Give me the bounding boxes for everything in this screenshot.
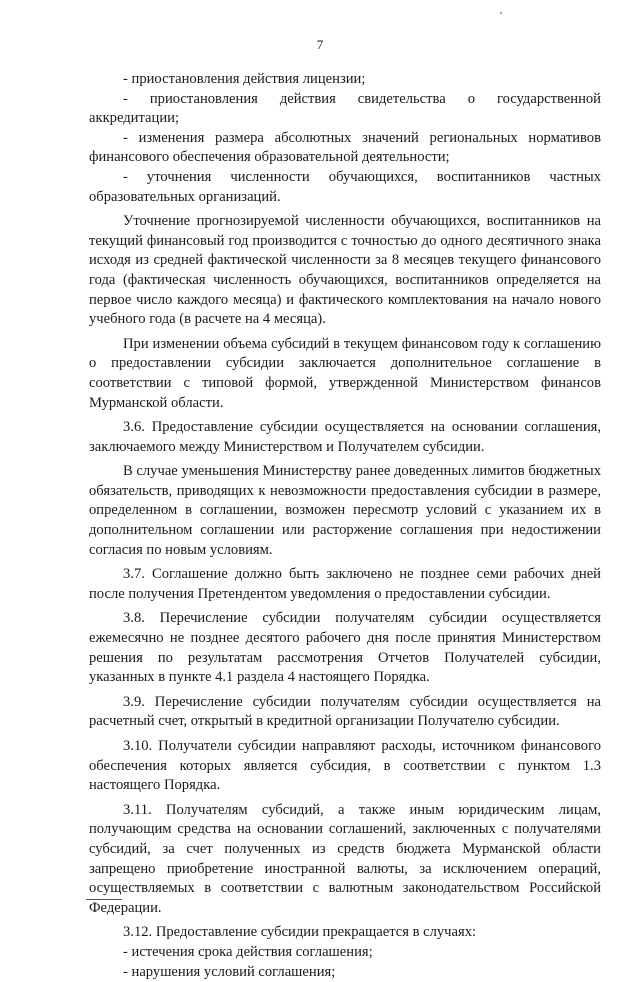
clause-3-11: 3.11. Получателям субсидий, а также иным юридическим лицам, получающим средства на основании соглашений, заключенных с получателями субсидий, за счет полученных из средств бюджета Мурманской области запрещено приобретение иностранной валюты, за исключением операций, осуществляемых в соответствии с валютным законодательством Российской Федерации. bbox=[89, 801, 601, 916]
list-item-license: - приостановления действия лицензии; bbox=[123, 71, 366, 87]
paragraph-limits-reduction: В случае уменьшения Министерству ранее доведенных лимитов бюджетных обязательств, приводящих к невозможности предоставления субсидии в размере, определенном в соглашении, возможен пересмотр условий с указанием их в дополнительном соглашении или расторжение соглашения при недостижении согласия по новым условиям. bbox=[89, 463, 601, 558]
list-item-headcount: - уточнения численности обучающихся, воспитанников частных образовательных организаций. bbox=[89, 168, 601, 205]
clause-3-12: 3.12. Предоставление субсидии прекращается в случаях: bbox=[123, 924, 477, 941]
page-number: 7 bbox=[316, 37, 324, 52]
paragraph-headcount-forecast: Уточнение прогнозируемой численности обучающихся, воспитанников на текущий финансовый год производится с точностью до одного десятичного знака исходя из средней фактической численности за 8 месяцев текущего финансового года (фактическая численность обучающихся, воспитанников определяется на первое число каждого месяца) и фактического комплектования на начало нового учебного года (в расчете на 4 месяца). bbox=[89, 213, 601, 328]
clause-3-9: 3.9. Перечисление субсидии получателям субсидии осуществляется на расчетный счет, открытый в кредитной организации Получателю субсидии. bbox=[89, 693, 601, 730]
scan-speck bbox=[500, 12, 502, 14]
clause-3-10: 3.10. Получатели субсидии направляют расходы, источником финансового обеспечения которых является субсидия, в соответствии с пунктом 1.3 настоящего Порядка. bbox=[89, 738, 601, 794]
footer-rule bbox=[86, 899, 122, 900]
paragraph-subsidy-change: При изменении объема субсидий в текущем финансовом году к соглашению о предоставлении субсидии заключается дополнительное соглашение в соответствии с типовой формой, утвержденной Министерством финансов Мурманской области. bbox=[89, 335, 601, 411]
list-item-term-expiry: - истечения срока действия соглашения; bbox=[123, 943, 373, 960]
clause-3-7: 3.7. Соглашение должно быть заключено не позднее семи рабочих дней после получения Претендентом уведомления о предоставлении субсидии. bbox=[89, 566, 601, 602]
clause-3-8: 3.8. Перечисление субсидии получателям субсидии осуществляется ежемесячно не позднее десятого рабочего дня после принятия Министерством решения по результатам рассмотрения Отчетов Получателей субсидии, указанных в пункте 4.1 раздела 4 настоящего Порядка. bbox=[89, 610, 601, 686]
clause-3-6: 3.6. Предоставление субсидии осуществляется на основании соглашения, заключаемого между Министерством и Получателем субсидии. bbox=[89, 419, 601, 455]
document-body bbox=[89, 70, 601, 982]
list-item-accreditation: - приостановления действия свидетельства о государственной аккредитации; bbox=[89, 90, 601, 127]
list-item-normatives: - изменения размера абсолютных значений региональных нормативов финансового обеспечения образовательной деятельности; bbox=[89, 129, 601, 166]
list-item-violation: - нарушения условий соглашения; bbox=[123, 963, 336, 980]
